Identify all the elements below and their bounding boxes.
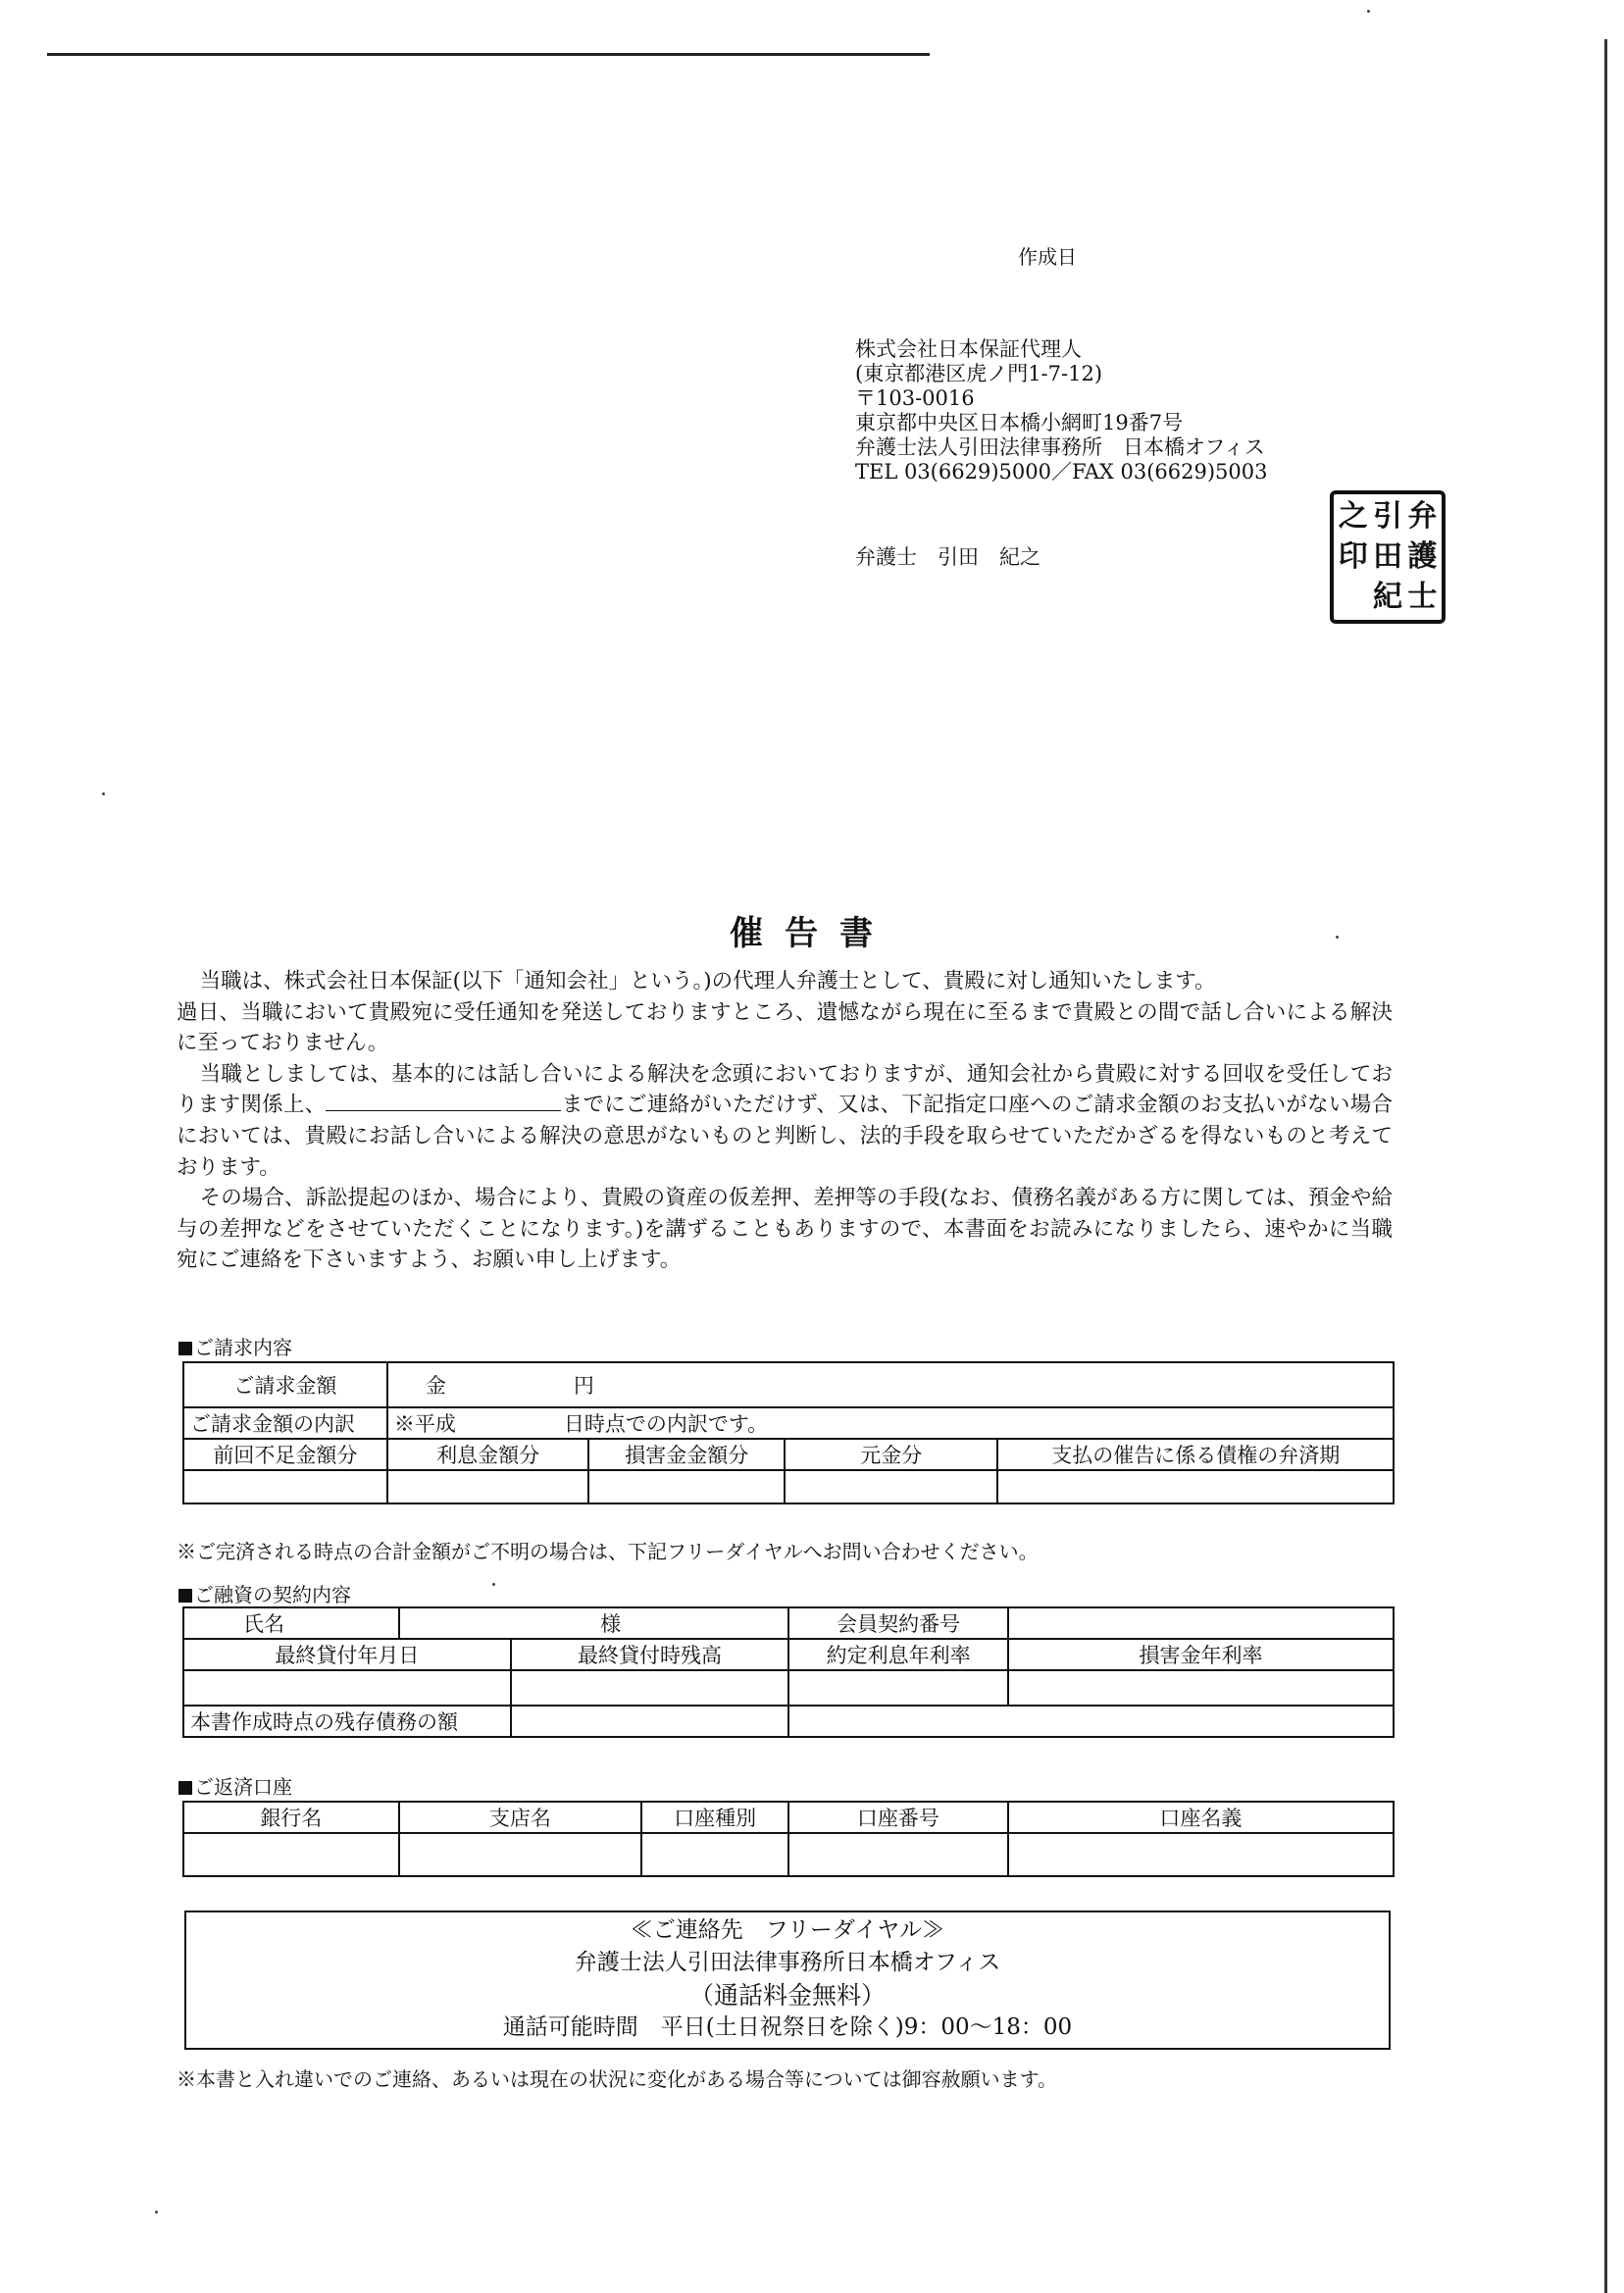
claim-cell xyxy=(183,1470,387,1503)
square-bullet-icon xyxy=(178,1589,192,1603)
repayment-cell xyxy=(1008,1833,1394,1876)
amount-suffix: 円 xyxy=(573,1374,594,1398)
seal-char: 弁 xyxy=(1407,498,1438,534)
seal-char: 田 xyxy=(1373,538,1403,574)
claim-cell xyxy=(997,1470,1394,1503)
loan-cell xyxy=(511,1670,788,1706)
lawyer-seal-stamp xyxy=(1330,490,1446,624)
claim-column-header: 損害金金額分 xyxy=(588,1439,785,1470)
seal-char: 紀 xyxy=(1373,580,1403,615)
loan-cell xyxy=(788,1706,1394,1737)
document-title: 催告書 xyxy=(730,914,894,953)
contact-hours: 通話可能時間 平日(土日祝祭日を除く)9：00～18：00 xyxy=(502,2014,1073,2040)
section-label-text: ご返済口座 xyxy=(194,1775,292,1799)
body-paragraph: 過日、当職において貴殿宛に受任通知を発送しておりますところ、遺憾ながら現在に至るまで貴殿との間で話し合いによる解決に至っておりません。 xyxy=(177,999,1393,1056)
repayment-column-header: 支店名 xyxy=(399,1802,642,1833)
body-paragraph: 当職は、株式会社日本保証(以下「通知会社」という。)の代理人弁護士として、貴殿に対し通知いたします。 xyxy=(199,969,1216,994)
creation-date-label: 作成日 xyxy=(1018,245,1077,269)
section-label-text: ご融資の契約内容 xyxy=(194,1583,351,1606)
body-paragraph: その場合、訴訟提起のほか、場合により、貴殿の資産の仮差押、差押等の手段(なお、債務名義がある方に関しては、預金や給与の差押などをさせていただくことになります。)を講ずることもありますので、本書面をお読みになりましたら、速やかに当職宛にご連絡を下さいますよう、お願い申し上げます。 xyxy=(177,1186,1393,1273)
sender-line: 〒103-0016 xyxy=(855,386,975,410)
claim-cell xyxy=(785,1470,997,1503)
sender-line: 株式会社日本保証代理人 xyxy=(855,337,1082,361)
loan-column-header: 損害金年利率 xyxy=(1008,1639,1394,1670)
loan-column-header: 最終貸付年月日 xyxy=(183,1639,511,1670)
claim-column-header: 支払の催告に係る債権の弁済期 xyxy=(997,1439,1394,1470)
claim-cell xyxy=(387,1470,589,1503)
footer-note: ※本書と入れ違いでのご連絡、あるいは現在の状況に変化がある場合等については御容赦願います。 xyxy=(177,2067,1057,2091)
breakdown-text: 日時点での内訳です。 xyxy=(563,1412,769,1436)
scan-speck xyxy=(102,792,105,795)
contact-free-call: （通話料金無料） xyxy=(688,1981,886,2010)
sender-line: TEL 03(6629)5000／FAX 03(6629)5003 xyxy=(855,460,1268,484)
seal-char: 護 xyxy=(1407,538,1438,574)
scan-speck xyxy=(492,1583,495,1586)
contact-heading: ≪ご連絡先 フリーダイヤル≫ xyxy=(630,1917,945,1943)
name-value: 様 xyxy=(399,1607,788,1639)
repayment-column-header: 口座名義 xyxy=(1008,1802,1394,1833)
contact-firm: 弁護士法人引田法律事務所日本橋オフィス xyxy=(574,1950,1001,1975)
deadline-blank xyxy=(326,1093,561,1111)
signer-name: 弁護士 引田 紀之 xyxy=(855,545,1040,569)
repayment-column-header: 口座番号 xyxy=(788,1802,1008,1833)
seal-char: 士 xyxy=(1407,580,1438,615)
remaining-debt-value xyxy=(511,1706,788,1737)
scan-edge-right xyxy=(1604,39,1607,2293)
remaining-debt-label: 本書作成時点の残存債務の額 xyxy=(183,1706,511,1737)
claim-column-header: 前回不足金額分 xyxy=(183,1439,387,1470)
claim-cell xyxy=(588,1470,785,1503)
loan-cell xyxy=(1008,1670,1394,1706)
repayment-column-header: 口座種別 xyxy=(641,1802,788,1833)
sender-block xyxy=(855,337,1267,484)
seal-char xyxy=(1336,578,1370,618)
loan-section-label xyxy=(178,1579,351,1607)
claim-amount-label: ご請求金額 xyxy=(183,1362,387,1407)
sender-line: (東京都港区虎ノ門1-7-12) xyxy=(855,362,1103,385)
repayment-cell xyxy=(399,1833,642,1876)
contact-box xyxy=(184,1911,1391,2050)
breakdown-label: ご請求金額の内訳 xyxy=(183,1407,387,1439)
repayment-section-label xyxy=(178,1771,292,1800)
loan-table xyxy=(182,1606,1395,1738)
claim-section-label xyxy=(178,1332,292,1360)
body-paragraph xyxy=(177,1059,1393,1183)
seal-char: 之 xyxy=(1338,498,1368,534)
repayment-table xyxy=(182,1801,1395,1877)
square-bullet-icon xyxy=(178,1781,192,1795)
scan-edge-top xyxy=(47,53,930,56)
claim-column-header: 利息金額分 xyxy=(387,1439,589,1470)
name-label: 氏名 xyxy=(183,1607,399,1639)
loan-cell xyxy=(183,1670,511,1706)
square-bullet-icon xyxy=(178,1342,192,1355)
loan-cell xyxy=(788,1670,1008,1706)
scan-speck xyxy=(155,2211,158,2214)
sender-line: 東京都中央区日本橋小網町19番7号 xyxy=(855,411,1184,434)
body-text-segment: までにご連絡がいただけず、又は、下記指定口座へのご請求金額のお支払いがない場合においては、貴殿にお話し合いによる解決の意思がないものと判断し、法的手段を取らせていただかざるを得ないものと考えております。 xyxy=(177,1093,1393,1180)
repayment-column-header: 銀行名 xyxy=(183,1802,399,1833)
breakdown-note xyxy=(387,1407,1394,1439)
sender-line: 弁護士法人引田法律事務所 日本橋オフィス xyxy=(855,435,1265,459)
repayment-cell xyxy=(641,1833,788,1876)
claim-amount-value xyxy=(387,1362,1394,1407)
member-number-label: 会員契約番号 xyxy=(788,1607,1008,1639)
loan-column-header: 約定利息年利率 xyxy=(788,1639,1008,1670)
body-text-segment: 当職としましては、基本的には話し合いによる解決を念頭においておりますが、通知会社から貴殿に対する回収を受任しております関係上、 xyxy=(177,1061,1393,1118)
notice-body xyxy=(177,966,1393,1276)
claim-table xyxy=(182,1361,1395,1504)
breakdown-era: ※平成 xyxy=(393,1412,456,1436)
seal-char: 印 xyxy=(1338,538,1368,574)
section-label-text: ご請求内容 xyxy=(194,1336,292,1359)
amount-prefix: 金 xyxy=(425,1374,446,1398)
claim-column-header: 元金分 xyxy=(785,1439,997,1470)
scan-speck xyxy=(1367,10,1370,13)
repayment-cell xyxy=(788,1833,1008,1876)
seal-char: 引 xyxy=(1373,498,1403,534)
loan-column-header: 最終貸付時残高 xyxy=(511,1639,788,1670)
member-number-value xyxy=(1008,1607,1394,1639)
repayment-cell xyxy=(183,1833,399,1876)
claim-note: ※ご完済される時点の合計金額がご不明の場合は、下記フリーダイヤルへお問い合わせください。 xyxy=(177,1540,1039,1563)
